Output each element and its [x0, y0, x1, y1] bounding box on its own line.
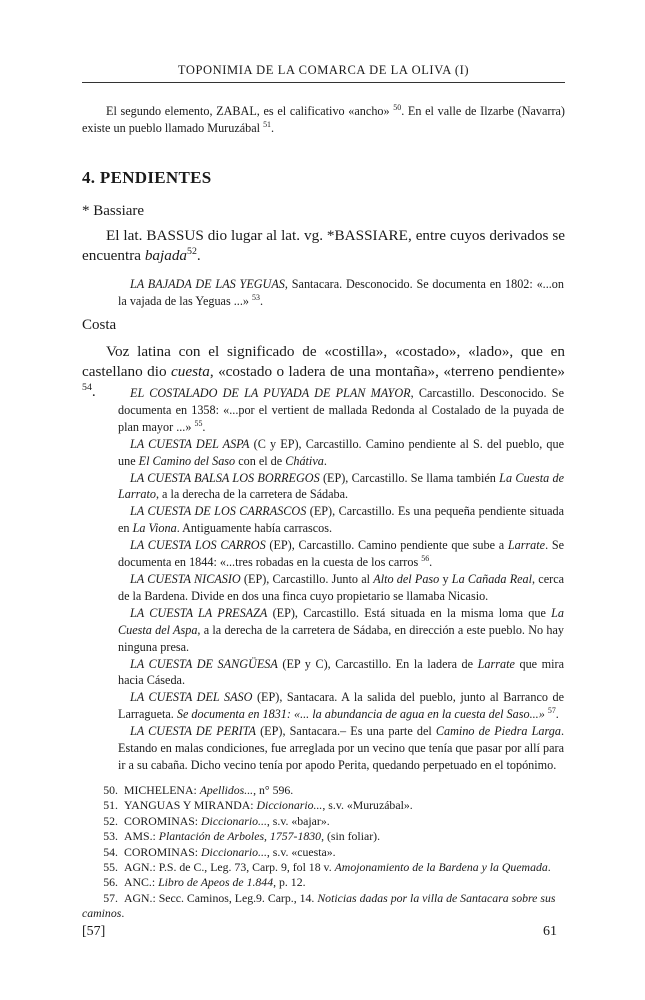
subsection-heading-bassiare: * Bassiare	[82, 203, 145, 219]
toponym-entry: LA CUESTA DE SANGÜESA (EP y C), Carcastillo. En la ladera de Larrate que mira hacia Cáseda.	[118, 656, 564, 688]
running-head: TOPONIMIA DE LA COMARCA DE LA OLIVA (I)	[177, 63, 470, 77]
bassiare-paragraph: El lat. BASSUS dio lugar al lat. vg. *BASSIARE, entre cuyos derivados se encuentra bajada$^{52}$.	[82, 227, 565, 264]
footnote-ref: 51	[263, 120, 271, 130]
toponym-entry: LA BAJADA DE LAS YEGUAS, Santacara. Desconocido. Se documenta en 1802: «...on la vajada de las Yeguas ...» $^{53}$.	[118, 277, 564, 309]
footnote-ref: 57	[547, 706, 556, 716]
footnote: 54. COROMINAS: Diccionario..., s.v. «cuesta».	[103, 844, 336, 859]
footnotes	[82, 783, 565, 922]
intro-paragraph: El segundo elemento, ZABAL, es el calificativo «ancho» $^{50}$. En el valle de Ilzarbe (Navarra) existe un pueblo llamado Muruzábal $^{51}$.	[82, 102, 565, 136]
footnote-ref: 55	[194, 418, 203, 428]
page-number: 61	[543, 924, 557, 939]
toponym-entry: LA CUESTA DEL SASO (EP), Santacara. A la salida del pueblo, junto al Barranco de Larragueta. Se documenta en 1831: «... la abundancia de agua en la cuesta del Saso...» $^{57}$.	[118, 690, 564, 722]
toponym-entry: LA CUESTA DE PERITA (EP), Santacara.– Es una parte del Camino de Piedra Larga. Estando en malas condiciones, fue arreglada por un vecino que tenía que pasar por allí para ir a su cabaña. Dicho vecino tenía por apodo Perita, quedando perpetuado en el topónimo.	[118, 724, 565, 772]
folio-bracketed: [57]	[82, 924, 106, 939]
toponym-entry: EL COSTALADO DE LA PUYADA DE PLAN MAYOR, Carcastillo. Desconocido. Se documenta en 1358: «...por el vertient de mallada Redonda al Costalado de la puyada de plan mayor ...» $^{55}$.	[118, 386, 564, 434]
toponym-entry: LA CUESTA LA PRESAZA (EP), Carcastillo. Está situada en la misma loma que La Cuesta del Aspa, a la derecha de la carretera de Sádaba, en dirección a este pueblo. No hay ninguna presa.	[118, 605, 565, 654]
toponym-entry: LA CUESTA DEL ASPA (C y EP), Carcastillo. Camino pendiente al S. del pueblo, que une El Camino del Saso con el de Chátiva.	[118, 436, 564, 468]
header-rule	[82, 82, 565, 83]
footnote: 52. COROMINAS: Diccionario..., s.v. «bajar».	[103, 813, 330, 828]
footnote-ref: 53	[252, 293, 260, 303]
subsection-heading-costa: Costa	[82, 317, 117, 333]
footnote: 57. AGN.: Secc. Caminos, Leg.9. Carp., 14. Noticias dadas por la villa de Santacara sobre sus caminos.	[82, 890, 556, 921]
toponym-entry: LA CUESTA BALSA LOS BORREGOS (EP), Carcastillo. Se llama también La Cuesta de Larrato, a la derecha de la carretera de Sádaba.	[118, 470, 564, 502]
footnote-ref: 54	[82, 381, 92, 393]
footnote-ref: 50	[393, 102, 402, 112]
footnote: 51. YANGUAS Y MIRANDA: Diccionario..., s.v. «Muruzábal».	[103, 798, 413, 813]
toponym-entry: LA CUESTA DE LOS CARRASCOS (EP), Carcastillo. Es una pequeña pendiente situada en La Viona. Antiguamente había carrascos.	[118, 504, 565, 536]
footnote: 53. AMS.: Plantación de Arboles, 1757-1830, (sin foliar).	[103, 829, 381, 844]
toponym-entries	[118, 385, 564, 774]
section-title: 4. PENDIENTES	[82, 168, 212, 187]
footnote: 50. MICHELENA: Apellidos..., n° 596.	[103, 783, 294, 797]
footnote: 56. ANC.: Libro de Apeos de 1.844, p. 12.	[103, 875, 306, 890]
toponym-entry: LA CUESTA LOS CARROS (EP), Carcastillo. Camino pendiente que sube a Larrate. Se documenta en 1844: «...tres robadas en la cuesta de los carros $^{56}$.	[118, 538, 565, 570]
costa-paragraph: Voz latina con el significado de «costilla», «costado», «lado», que en castellano dio cuesta, «costado o ladera de una montaña», «terreno pendiente» $^{54}$.	[82, 343, 565, 400]
footnote-ref: 52	[187, 245, 197, 257]
toponym-entry: LA CUESTA NICASIO (EP), Carcastillo. Junto al Alto del Paso y La Cañada Real, cerca de la Bardena. Divide en dos una finca cuyo propietario se llamaba Nicasio.	[118, 571, 565, 603]
footnote-ref: 56	[421, 554, 430, 563]
footnote: 55. AGN.: P.S. de C., Leg. 73, Carp. 9, fol 18 v. Amojonamiento de la Bardena y la Quemada.	[103, 860, 551, 875]
